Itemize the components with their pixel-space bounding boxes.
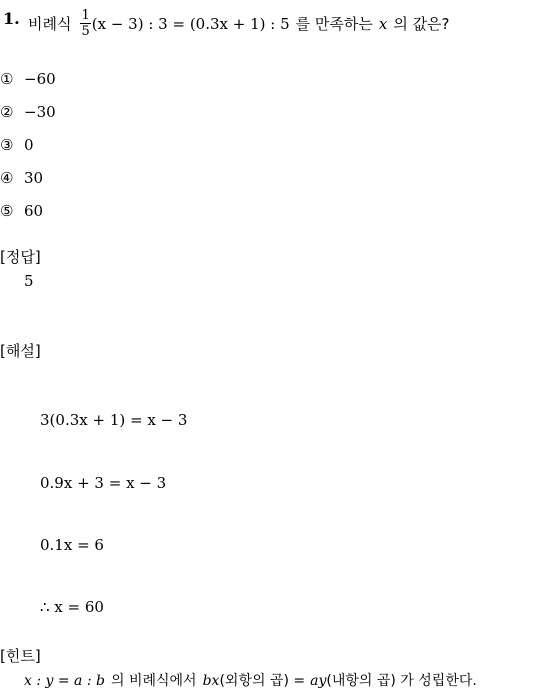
choice-value: −30 bbox=[24, 103, 56, 121]
choice-2[interactable] bbox=[0, 103, 56, 121]
answer-value: 5 bbox=[24, 272, 34, 290]
choice-3[interactable] bbox=[0, 136, 34, 154]
solution-step-1: 3(0.3x + 1) = x − 3 bbox=[40, 411, 188, 429]
fraction-denominator: 5 bbox=[81, 24, 90, 39]
hint-text-3: (내항의 곱) 가 성립한다. bbox=[326, 673, 477, 689]
solution-step-2: 0.9x + 3 = x − 3 bbox=[40, 474, 167, 492]
choice-4[interactable] bbox=[0, 169, 43, 187]
solution-step-4: ∴ x = 60 bbox=[40, 598, 104, 616]
hint-label: [힌트] bbox=[0, 647, 41, 665]
question-expression: (x − 3) : 3 = (0.3x + 1) : 5 bbox=[91, 14, 290, 33]
choice-mark: ③ bbox=[0, 136, 14, 154]
choice-mark: ② bbox=[0, 103, 14, 121]
fraction bbox=[80, 9, 90, 38]
answer-label: [정답] bbox=[0, 248, 41, 266]
hint-text-2: (외항의 곱) = bbox=[219, 673, 306, 689]
choice-value: 60 bbox=[24, 202, 44, 220]
choice-mark: ④ bbox=[0, 169, 14, 187]
choice-value: −60 bbox=[24, 70, 56, 88]
question-text bbox=[28, 9, 450, 38]
question-suffix-2: 의 값은? bbox=[393, 14, 450, 33]
choice-mark: ⑤ bbox=[0, 202, 14, 220]
hint-ratio: x : y = a : b bbox=[24, 673, 105, 689]
choice-1[interactable] bbox=[0, 70, 56, 88]
fraction-numerator: 1 bbox=[81, 8, 90, 23]
hint-inner-product: ay bbox=[310, 673, 327, 689]
question-suffix-1: 를 만족하는 bbox=[295, 14, 373, 33]
question-prefix: 비례식 bbox=[28, 14, 72, 33]
hint-outer-product: bx bbox=[202, 673, 220, 689]
choice-value: 30 bbox=[24, 169, 44, 187]
solution-label: [해설] bbox=[0, 342, 41, 360]
hint-text-1: 의 비례식에서 bbox=[110, 673, 197, 689]
choice-mark: ① bbox=[0, 70, 14, 88]
choice-5[interactable] bbox=[0, 202, 43, 220]
hint-text bbox=[24, 670, 477, 690]
solution-step-3: 0.1x = 6 bbox=[40, 536, 104, 554]
question-variable: x bbox=[378, 14, 388, 33]
question-number: 1. bbox=[3, 9, 20, 28]
choice-value: 0 bbox=[24, 136, 34, 154]
